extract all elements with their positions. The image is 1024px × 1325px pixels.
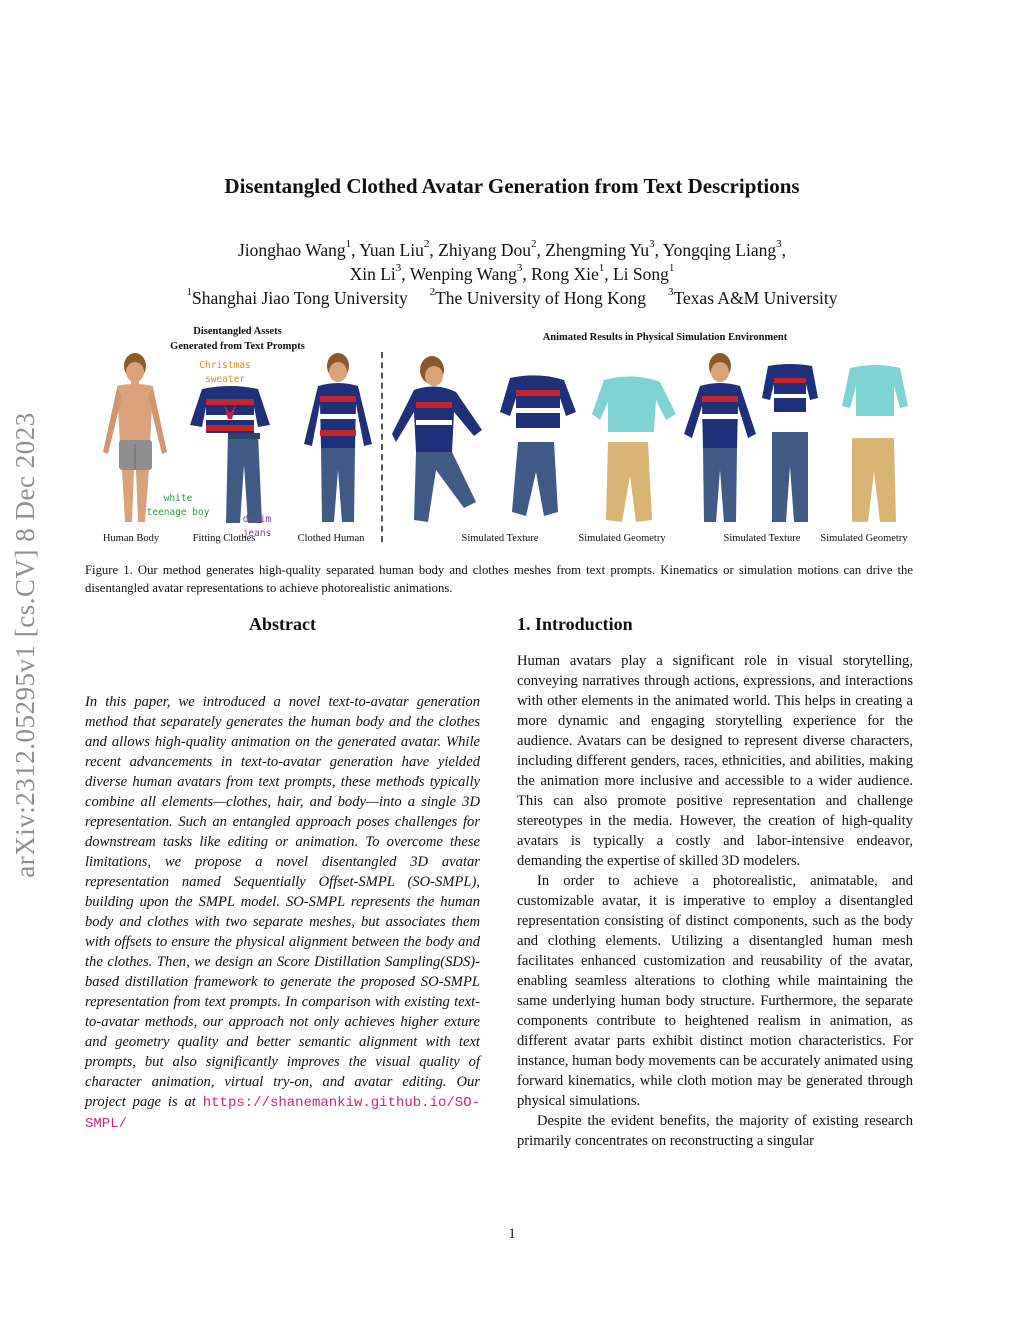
page-number: 1 <box>508 1226 516 1242</box>
prompt-line: teenage boy <box>146 507 210 518</box>
author-line-2: Xin Li$^3$, Wenping Wang$^3$, Rong Xie$^1$, Li Song$^1$ <box>349 262 675 284</box>
author-affil: 3 <box>516 262 523 274</box>
affiliation: The University of Hong Kong <box>435 288 647 308</box>
affil-num: 1 <box>186 286 192 298</box>
author-affil: 2 <box>530 238 537 250</box>
author: Yuan Liu <box>359 240 424 260</box>
author: Zhengming Yu <box>545 240 650 260</box>
author: Xin Li <box>349 264 396 284</box>
author-line-1: Jionghao Wang$^1$, Yuan Liu$^2$, Zhiyang Dou$^2$, Zhengming Yu$^3$, Yongqing Liang$^3$, <box>237 238 787 260</box>
simulated-texture-4-render <box>760 362 820 527</box>
introduction-body <box>517 651 913 1151</box>
project-page-link[interactable]: https://shanemankiw.github.io/SO-SMPL/ <box>85 1095 480 1132</box>
figure-right-header: Animated Results in Physical Simulation Environment <box>542 332 788 343</box>
affiliation: Texas A&M University <box>673 288 838 308</box>
author: Wenping Wang <box>409 264 517 284</box>
paper-title: Disentangled Clothed Avatar Generation from Text Descriptions <box>224 174 800 198</box>
author-affil: 3 <box>395 262 402 274</box>
author: Yongqing Liang <box>662 240 777 260</box>
figure-caption: Figure 1. Our method generates high-quality separated human body and clothes meshes from text prompts. Kinematics or simulation motions can drive the disentangled avatar representations to achieve photorealistic animations. <box>85 563 913 595</box>
simulated-texture-1-render <box>392 352 492 532</box>
prompt-christmas-sweater <box>192 359 258 387</box>
figure-label: Fitting Clothes <box>192 533 256 544</box>
clothed-human-render <box>298 352 378 532</box>
abstract-body <box>85 692 480 1134</box>
abstract-heading: Abstract <box>249 614 316 634</box>
prompt-denim-jeans: denim jeans <box>242 514 272 539</box>
author-affil: 1 <box>345 238 352 250</box>
abstract-text: In this paper, we introduced a novel text-to-avatar generation method that separately generates the human body and the clothes and allows high-quality animation on the generated avatar. While recent advancements in text-to-avatar generation have yielded diverse human avatars from text prompts, these methods typically combine all elements—clothes, hair, and body—into a single 3D representation. Such an entangled approach poses challenges for downstream tasks like editing or animation. To overcome these limitations, we propose a novel disentangled 3D avatar representation named Sequentially Offset-SMPL (SO-SMPL), building upon the SMPL model. SO-SMPL represents the human body and clothes with two separate meshes, but associates them with offsets to ensure the physical alignment between the body and the clothes. Then, we design an Score Distillation Sampling(SDS)-based distillation framework to generate the proposed SO-SMPL representation from text prompts. In comparison with existing text-to-avatar methods, our approach not only achieves higher exture and geometry quality and better semantic alignment with text prompts, but also significantly improves the visual quality of character animation, virtual try-on, and avatar editing. Our project page is at <box>85 694 480 1110</box>
prompt-line: sweater <box>204 374 246 385</box>
introduction-heading: 1. Introduction <box>517 614 633 634</box>
figure-label: Simulated Texture <box>723 533 801 544</box>
author-affil: 2 <box>423 238 430 250</box>
figure-label: Human Body <box>102 533 160 544</box>
arxiv-stamp: arXiv:2312.05295v1 [cs.CV] 8 Dec 2023 <box>10 412 40 878</box>
author: Rong Xie <box>531 264 599 284</box>
author-affil: 1 <box>668 262 675 274</box>
affiliation: Shanghai Jiao Tong University <box>192 288 408 308</box>
affil-num: 2 <box>429 286 436 298</box>
affiliations <box>0 288 1024 309</box>
simulated-geometry-1-render <box>590 372 680 527</box>
author-affil: 3 <box>776 238 782 250</box>
intro-paragraph: Human avatars play a significant role in visual storytelling, conveying narratives through actions, expressions, and interactions with other elements in the animated world. This helps in creating a more dynamic and engaging storytelling experience for the audience. Avatars can be designed to represent diverse characters, including different genders, races, ethnicities, and abilities, making the animation more inclusive and accessible to a wider audience. This can also promote positive representation and challenge stereotypes in the media. However, the creation of high-quality avatars is typically a costly and labor-intensive endeavor, demanding the expertise of skilled 3D modelers. <box>517 653 913 869</box>
intro-paragraph: Despite the evident benefits, the majority of existing research primarily concentrates on reconstructing a singular <box>517 1113 913 1149</box>
prompt-line: white <box>163 493 193 504</box>
simulated-texture-2-render <box>498 372 578 522</box>
affil-num: 3 <box>667 286 674 298</box>
figure-label: Clothed Human <box>297 533 365 544</box>
fitting-clothes-render <box>188 385 272 525</box>
figure-divider <box>381 352 383 542</box>
figure-left-header <box>150 324 325 354</box>
figure-label: Simulated Texture <box>461 533 539 544</box>
left-header-line2: Generated from Text Prompts <box>170 341 305 352</box>
intro-paragraph: In order to achieve a photorealistic, animatable, and customizable avatar, it is imperative to employ a disentangled representation consisting of distinct components, such as the body and clothing elements. Utilizing a disentangled human mesh facilitates enhanced customization and reusability of the avatar, enabling seamless alterations to clothing while maintaining the same underlying human body structure. Furthermore, the separate components contribute to heightened realism in animation, as different avatar parts exhibit distinct motion characteristics. For instance, human body movements can be accurately animated using forward kinematics, while cloth motion may be generated through physical simulations. <box>517 873 913 1109</box>
left-header-line1: Disentangled Assets <box>193 326 282 337</box>
author: Li Song <box>612 264 669 284</box>
figure-label: Simulated Geometry <box>578 533 666 544</box>
author-affil: 3 <box>649 238 655 250</box>
simulated-texture-3-render <box>680 352 760 532</box>
author-affil: 1 <box>598 262 605 274</box>
simulated-geometry-2-render <box>840 362 910 527</box>
figure-label: Simulated Geometry <box>820 533 908 544</box>
author: Jionghao Wang <box>237 240 346 260</box>
author: Zhiyang Dou <box>438 240 531 260</box>
prompt-line: Christmas <box>199 360 251 371</box>
